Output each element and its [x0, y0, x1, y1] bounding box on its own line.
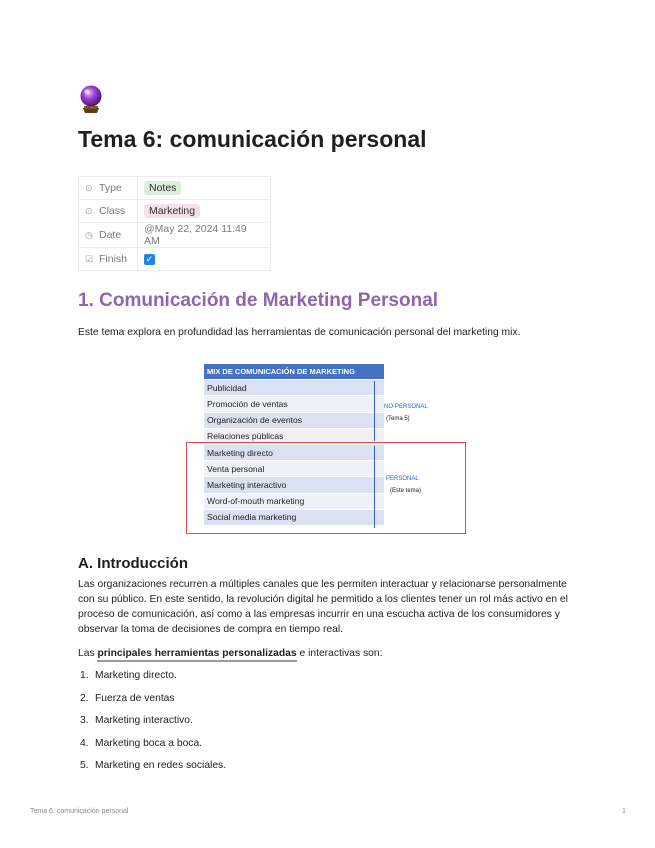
bracket-line	[374, 381, 375, 441]
class-tag[interactable]: Marketing	[144, 204, 200, 218]
property-key: Date	[99, 229, 122, 241]
intro-paragraph: Las organizaciones recurren a múltiples canales que les permiten interactuar y relacionarse personalmente con su público. En este sentido, la revolución digital he permitido a los clientes tener un rol más activo en el proceso de comunicación, así como a las empresas incurrir en una escucha activa de los consumidores y observar la toma de decisiones de compra en tiempo real.	[78, 579, 568, 635]
crystal-ball-icon	[78, 84, 104, 114]
property-row-class[interactable]	[79, 200, 271, 223]
marketing-mix-header: MIX DE COMUNICACIÓN DE MARKETING	[204, 364, 384, 380]
mix-row: Relaciones públicas	[204, 428, 384, 444]
mix-row: Promoción de ventas	[204, 396, 384, 412]
clock-icon: ◷	[85, 230, 93, 240]
tools-lead-bold: principales herramientas personalizadas	[97, 648, 296, 662]
personal-sub: (Este tema)	[390, 488, 422, 494]
mix-row: Word-of-mouth marketing	[204, 493, 384, 509]
property-key: Type	[99, 182, 122, 194]
list-item: 2. Fuerza de ventas	[80, 692, 175, 704]
mix-row: Marketing directo	[204, 444, 384, 460]
page-number: 1	[622, 808, 626, 815]
footer-title: Tema 6: comunicación personal	[30, 808, 129, 815]
non-personal-label: NO-PERSONAL	[384, 404, 428, 410]
non-personal-sub: (Tema 5)	[386, 416, 410, 422]
list-item: 4. Marketing boca a boca.	[80, 737, 203, 749]
circle-dot-icon: ⊙	[85, 206, 93, 216]
finish-checkbox[interactable]: ✓	[145, 254, 154, 264]
checkbox-icon: ☑	[85, 254, 94, 264]
property-key: Class	[99, 205, 126, 217]
mix-row: Organización de eventos	[204, 412, 384, 428]
section-heading-introduccion: A. Introducción	[78, 555, 188, 572]
properties-table	[78, 176, 271, 271]
date-value[interactable]: @May 22, 2024 11:49 AM	[144, 223, 247, 247]
personal-highlight-box	[186, 442, 466, 534]
list-item: 1. Marketing directo.	[80, 670, 177, 681]
circle-dot-icon: ⊙	[85, 183, 93, 193]
personal-label: PERSONAL	[386, 476, 419, 482]
mix-row: Venta personal	[204, 461, 384, 477]
mix-row: Publicidad	[204, 380, 384, 396]
page-title: Tema 6: comunicación personal	[78, 126, 427, 152]
tools-list	[80, 668, 226, 781]
section-heading-marketing-personal: 1. Comunicación de Marketing Personal	[78, 290, 439, 311]
property-row-date[interactable]	[79, 223, 271, 248]
type-tag[interactable]: Notes	[144, 181, 181, 195]
mix-row: Social media marketing	[204, 509, 384, 525]
property-row-finish[interactable]	[79, 248, 271, 271]
marketing-mix-figure	[186, 364, 466, 534]
mix-row: Marketing interactivo	[204, 477, 384, 493]
list-item: 3. Marketing interactivo.	[80, 715, 193, 726]
tools-lead: Las principales herramientas personalizadas e interactivas son:	[78, 646, 578, 661]
list-item: 5. Marketing en redes sociales.	[80, 760, 227, 771]
section-intro: Este tema explora en profundidad las herramientas de comunicación personal del marketing mix.	[78, 327, 521, 338]
property-key: Finish	[99, 253, 128, 265]
property-row-type[interactable]	[79, 177, 271, 200]
bracket-line	[374, 446, 375, 528]
